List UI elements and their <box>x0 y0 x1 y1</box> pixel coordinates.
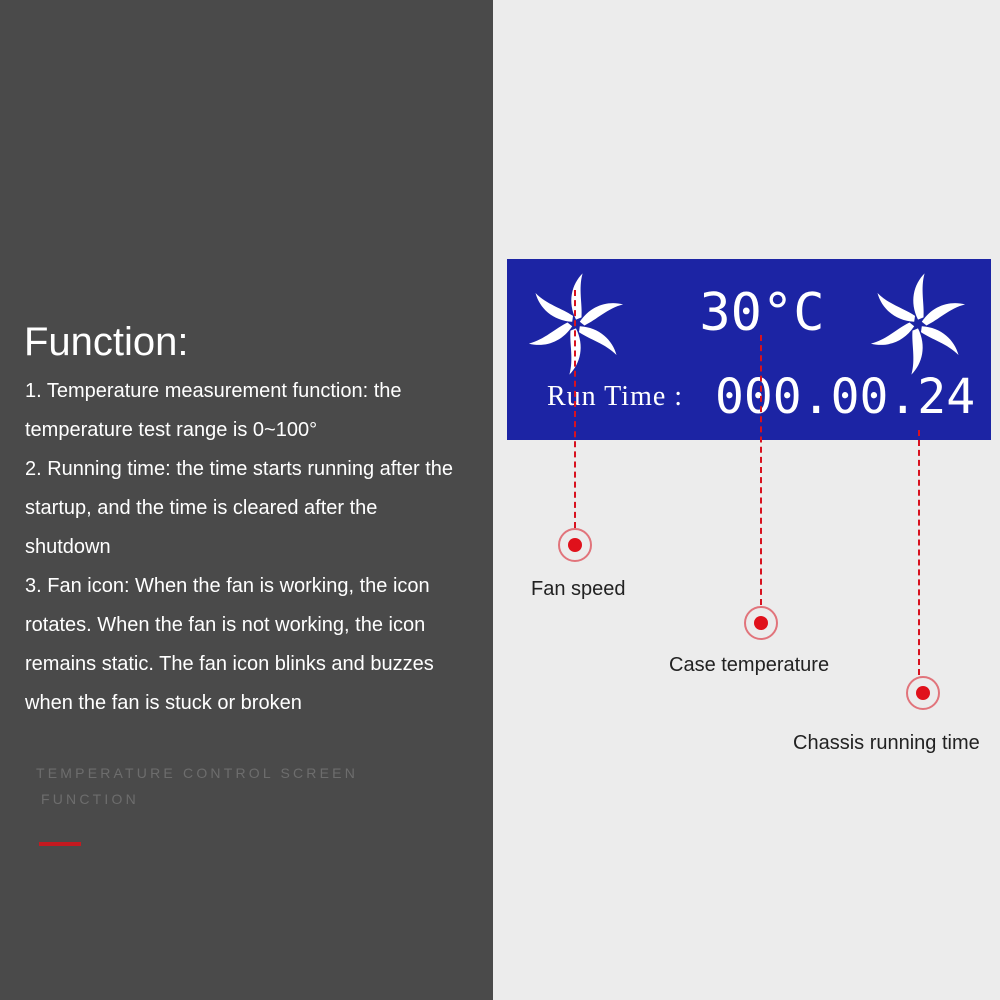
right-panel <box>493 0 1000 1000</box>
accent-bar <box>39 842 81 846</box>
function-item-temperature: 1. Temperature measurement function: the temperature test range is 0~100° <box>25 380 402 441</box>
case-temperature-label: Case temperature <box>669 654 830 676</box>
function-item-running-time: 2. Running time: the time starts running after the startup, and the time is cleared after the shutdown <box>25 458 453 558</box>
fan-icon <box>521 269 631 379</box>
function-heading: Function: <box>24 320 189 364</box>
lcd-run-time-value: 000.00.24 <box>715 369 976 425</box>
function-description <box>25 372 465 723</box>
lcd-screen <box>507 259 991 440</box>
case-temperature-leader-line <box>760 335 762 605</box>
function-item-fan-icon: 3. Fan icon: When the fan is working, the icon rotates. When the fan is not working, the icon remains static. The fan icon blinks and buzzes when the fan is stuck or broken <box>25 575 434 714</box>
subtitle-line-1: TEMPERATURE CONTROL SCREEN <box>36 765 358 781</box>
chassis-running-time-label: Chassis running time <box>793 732 980 754</box>
left-panel <box>0 0 493 1000</box>
fan-speed-marker <box>558 528 592 562</box>
chassis-running-time-marker <box>906 676 940 710</box>
chassis-running-time-leader-line <box>918 430 920 675</box>
lcd-run-time-label: Run Time : <box>547 381 684 412</box>
subtitle-line-2: FUNCTION <box>41 791 139 807</box>
fan-speed-leader-line <box>574 290 576 528</box>
lcd-temperature: 30°C <box>699 283 825 343</box>
fan-speed-label: Fan speed <box>531 578 626 600</box>
fan-icon <box>863 269 973 379</box>
subtitle <box>36 760 358 812</box>
case-temperature-marker <box>744 606 778 640</box>
